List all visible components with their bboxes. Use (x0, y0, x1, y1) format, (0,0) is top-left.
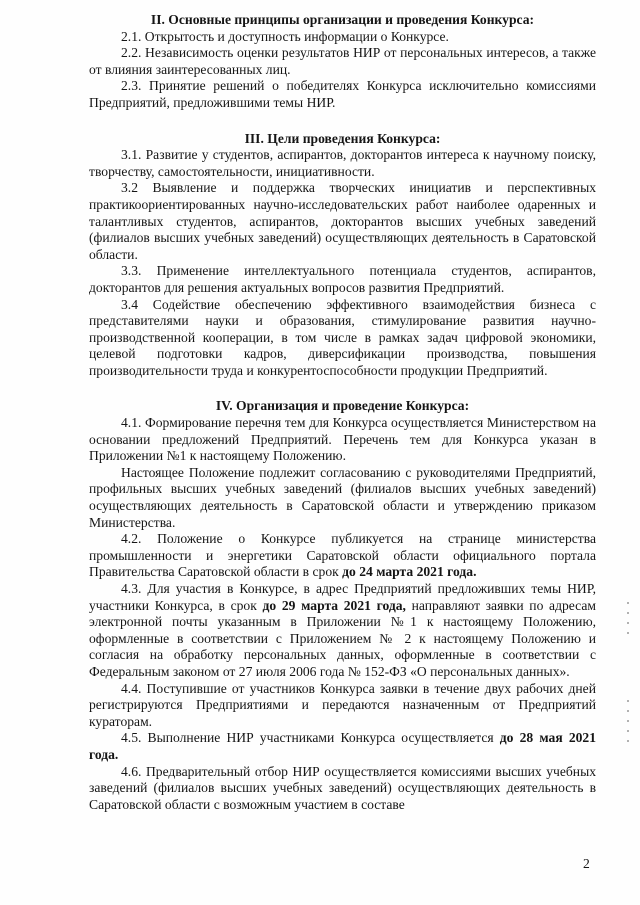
section-2-heading: II. Основные принципы организации и проведения Конкурса: (150, 12, 535, 27)
paragraph-3-1: 3.1. Развитие у студентов, аспирантов, докторантов интереса к научному поиску, творчеству, самостоятельности, инициативности. (89, 147, 596, 179)
paragraph-4-4: 4.4. Поступившие от участников Конкурса заявки в течение двух рабочих дней регистрируются Предприятиями и передаются назначенным от Предприятий кураторам. (89, 680, 596, 729)
paragraph-4-3 (89, 581, 596, 681)
paragraph-2-2: 2.2. Независимость оценки результатов НИР от персональных интересов, а также от влияния заинтересованных лиц. (89, 45, 596, 77)
scan-speck (627, 622, 629, 624)
scan-speck (627, 740, 629, 742)
scan-speck (627, 720, 629, 722)
scan-speck (627, 710, 629, 712)
paragraph-3-2: 3.2 Выявление и поддержка творческих инициатив и перспективных практикоориентированных научно-исследовательских работ наиболее одаренных и талантливых студентов, аспирантов, докторантов высших учебных заведений (филиалов высших учебных заведений) осуществляющих деятельность в Саратовской области. (89, 180, 596, 262)
paragraph-4-3-text-start: 4.3. Для участия в Конкурсе, в адрес Предприятий предложивших темы НИР, участники Конкурса, в срок (89, 581, 596, 613)
page-number: 2 (583, 856, 590, 871)
paragraph-4-2-text: 4.2. Положение о Конкурсе публикуется на странице министерства промышленности и энергетики Саратовской области официального портала Правительства Саратовской области в срок (89, 531, 596, 580)
paragraph-2-1: 2.1. Открытость и доступность информации о Конкурсе. (121, 28, 449, 44)
scan-speck (627, 612, 629, 614)
scan-speck (627, 632, 629, 634)
paragraph-3-4: 3.4 Содействие обеспечению эффективного взаимодействия бизнеса с представителями науки и образования, стимулирование развития научно-производственной кооперации, в том числе в рамках задач цифровой экономики, целевой подготовки кадров, диверсификации производства, повышения производительности труда и конкурентоспособности продукции Предприятий. (89, 296, 596, 378)
paragraph-4-6: 4.6. Предварительный отбор НИР осуществляется комиссиями высших учебных заведений (филиалов высших учебных заведений) осуществляющих деятельность в Саратовской области с возможным участием в составе (89, 763, 596, 812)
paragraph-4-2 (89, 531, 596, 581)
paragraph-3-3: 3.3. Применение интеллектуального потенциала студентов, аспирантов, докторантов для решения актуальных вопросов развития Предприятий. (89, 263, 596, 295)
scan-speck (627, 602, 629, 604)
paragraph-4-3-text-end: направляют заявки по адресам электронной почты указанным в Приложении №1 к настоящему Положению, оформленные в соответствии с Приложением № 2 к настоящему Положению и согласия на обработку персональных данных, оформленные в соответствии с Федеральным законом от 27 июля 2006 года № 152-ФЗ «О персональных данных». (89, 597, 596, 679)
scan-speck (627, 700, 629, 702)
paragraph-4-1: 4.1. Формирование перечня тем для Конкурса осуществляется Министерством на основании предложений Предприятий. Перечень тем для Конкурса указан в Приложении №1 к настоящему Положению. (89, 415, 596, 464)
scan-speck (627, 730, 629, 732)
section-4-heading: IV. Организация и проведение Конкурса: (215, 398, 470, 414)
section-3-heading: III. Цели проведения Конкурса: (244, 130, 441, 146)
paragraph-4-1-approval: Настоящее Положение подлежит согласованию с руководителями Предприятий, профильных высших учебных заведений (филиалов высших учебных заведений) осуществляющих деятельность в Саратовской области и утверждению приказом Министерства. (89, 464, 596, 530)
paragraph-4-5-text: 4.5. Выполнение НИР участниками Конкурса осуществляется (121, 730, 500, 746)
paragraph-4-5 (89, 730, 596, 763)
document-body (89, 12, 596, 813)
paragraph-2-3: 2.3. Принятие решений о победителях Конкурса исключительно комиссиями Предприятий, предложившими темы НИР. (89, 78, 596, 110)
paragraph-4-3-deadline: до 29 марта 2021 года, (262, 597, 406, 613)
paragraph-4-2-deadline: до 24 марта 2021 года. (342, 564, 477, 580)
paragraph-4-5-deadline: до 28 мая 2021 года. (89, 730, 597, 762)
